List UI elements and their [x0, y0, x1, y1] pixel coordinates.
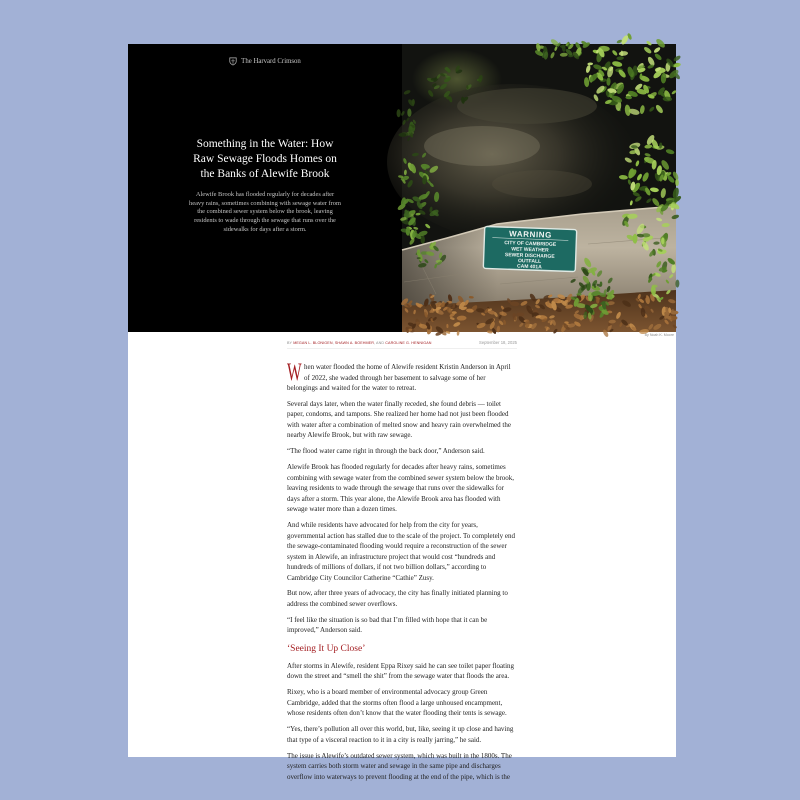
publish-date: September 18, 2025	[479, 340, 517, 345]
author-link[interactable]: CAROLINE G. HENNIGAN	[385, 340, 432, 345]
byline	[287, 340, 517, 349]
sign-line: WET WEATHER	[511, 246, 549, 254]
drop-cap	[287, 359, 302, 386]
hero-photo	[402, 44, 676, 332]
sign-warning-text: WARNING	[508, 229, 553, 240]
paragraph-text: hen water flooded the home of Alewife resident Kristin Anderson in April of 2022, she waded through her basement to salvage some of her belongings and waited for the water to retreat.	[287, 363, 511, 392]
article-paragraph: “I feel like the situation is so bad that I’m filled with hope that it can be improved,” Anderson said.	[287, 615, 488, 635]
logo-text: The Harvard Crimson	[241, 58, 301, 65]
article-title: Something in the Water: How Raw Sewage Floods Homes on the Banks of Alewife Brook	[193, 138, 337, 180]
article-dek: Alewife Brook has flooded regularly for decades after heavy rains, sometimes combining with sewage water from the combined sewer system below the brook, leaving residents to wade through the sewage that runs over the sidewalks for days after a storm.	[189, 191, 341, 233]
sign-line: SEWER DISCHARGE	[504, 252, 555, 260]
article-paragraph: The issue is Alewife’s outdated sewer system, which was built in the 1800s. The system carries both storm water and sewage in the same pipe and discharges overflow into waterways to prevent flooding at the end of the pipe, which is the	[287, 751, 512, 781]
water-glare	[457, 88, 597, 124]
byline-separator: ,	[332, 340, 334, 345]
article-paragraph	[287, 359, 517, 394]
byline-prefix: BY	[287, 340, 293, 345]
byline-separator: , AND	[374, 340, 385, 345]
sign-line: OUTFALL	[517, 258, 542, 265]
article-paragraph: “Yes, there’s pollution all over this world, but, like, seeing it up close and having that type of a visceral reaction to it in a city is really jarring,” he said.	[287, 725, 514, 744]
sign-line: CAM 401A	[516, 263, 542, 271]
shield-cross	[231, 59, 235, 64]
crimson-shield-icon	[229, 57, 237, 66]
article-paragraph: Several days later, when the water finally receded, she found debris — toilet paper, condoms, and tampons. She realized her home had not just been flooded with water after a combination of melted snow and heavy rain overwhelmed the nearby Alewife Brook, but with raw sewage.	[287, 399, 511, 440]
section-heading: ‘Seeing It Up Close’	[287, 643, 366, 654]
fallen-leaf	[516, 312, 524, 316]
sign-line: CITY OF CAMBRIDGE	[504, 240, 557, 248]
water-glare	[492, 170, 592, 198]
article-paragraph: Alewife Brook has flooded regularly for decades after heavy rains, sometimes combining with sewage water from the combined sewer system below the brook, leaving residents to wade through the sewage that runs over the sidewalks for days after a storm. This year alone, the Alewife Brook area has flooded with sewage water more than a dozen times.	[287, 463, 515, 514]
site-logo[interactable]	[128, 57, 402, 66]
article-paragraph: “The flood water came right in through the back door,” Anderson said.	[287, 447, 485, 456]
photo-credit: By Noah K. Moore	[644, 333, 674, 337]
warning-sign	[483, 226, 576, 271]
byline-authors	[287, 341, 432, 345]
article-page	[128, 44, 676, 781]
article-paragraph: And while residents have advocated for help from the city for years, governmental action has stalled due to the scale of the project. To completely end the sewage-contaminated flooding would require a reconstruction of the sewer system in Alewife, an infrastructure project that would cost “hundreds and hundreds of millions of dollars, if not two billion dollars,” according to Cambridge City Councilor Catherine “Cathie” Zusy.	[287, 521, 515, 582]
article-paragraph: Rixey, who is a board member of environmental advocacy group Green Cambridge, added that the storms often flood a large unhoused encampment, whose residents often don’t know that the water flooding their tents is sewage.	[287, 688, 507, 718]
drop-cap-letter: W	[287, 359, 302, 386]
author-link[interactable]: SHAWN A. BOEHMER	[334, 340, 375, 345]
foliage-leaf	[600, 281, 603, 286]
foliage-leaf	[661, 237, 664, 244]
article-body	[287, 359, 517, 787]
article-paragraph: After storms in Alewife, resident Eppa Rixey said he can see toilet paper floating down the street and “smell the shit” from the sewage water that floods the area.	[287, 661, 515, 681]
author-link[interactable]: MEGAN L. BLONIGEN	[293, 340, 333, 345]
article-paragraph: But now, after three years of advocacy, the city has finally initiated planning to address the combined sewer overflows.	[287, 589, 508, 608]
hero-text-panel	[128, 44, 402, 332]
water-glare	[424, 126, 540, 166]
